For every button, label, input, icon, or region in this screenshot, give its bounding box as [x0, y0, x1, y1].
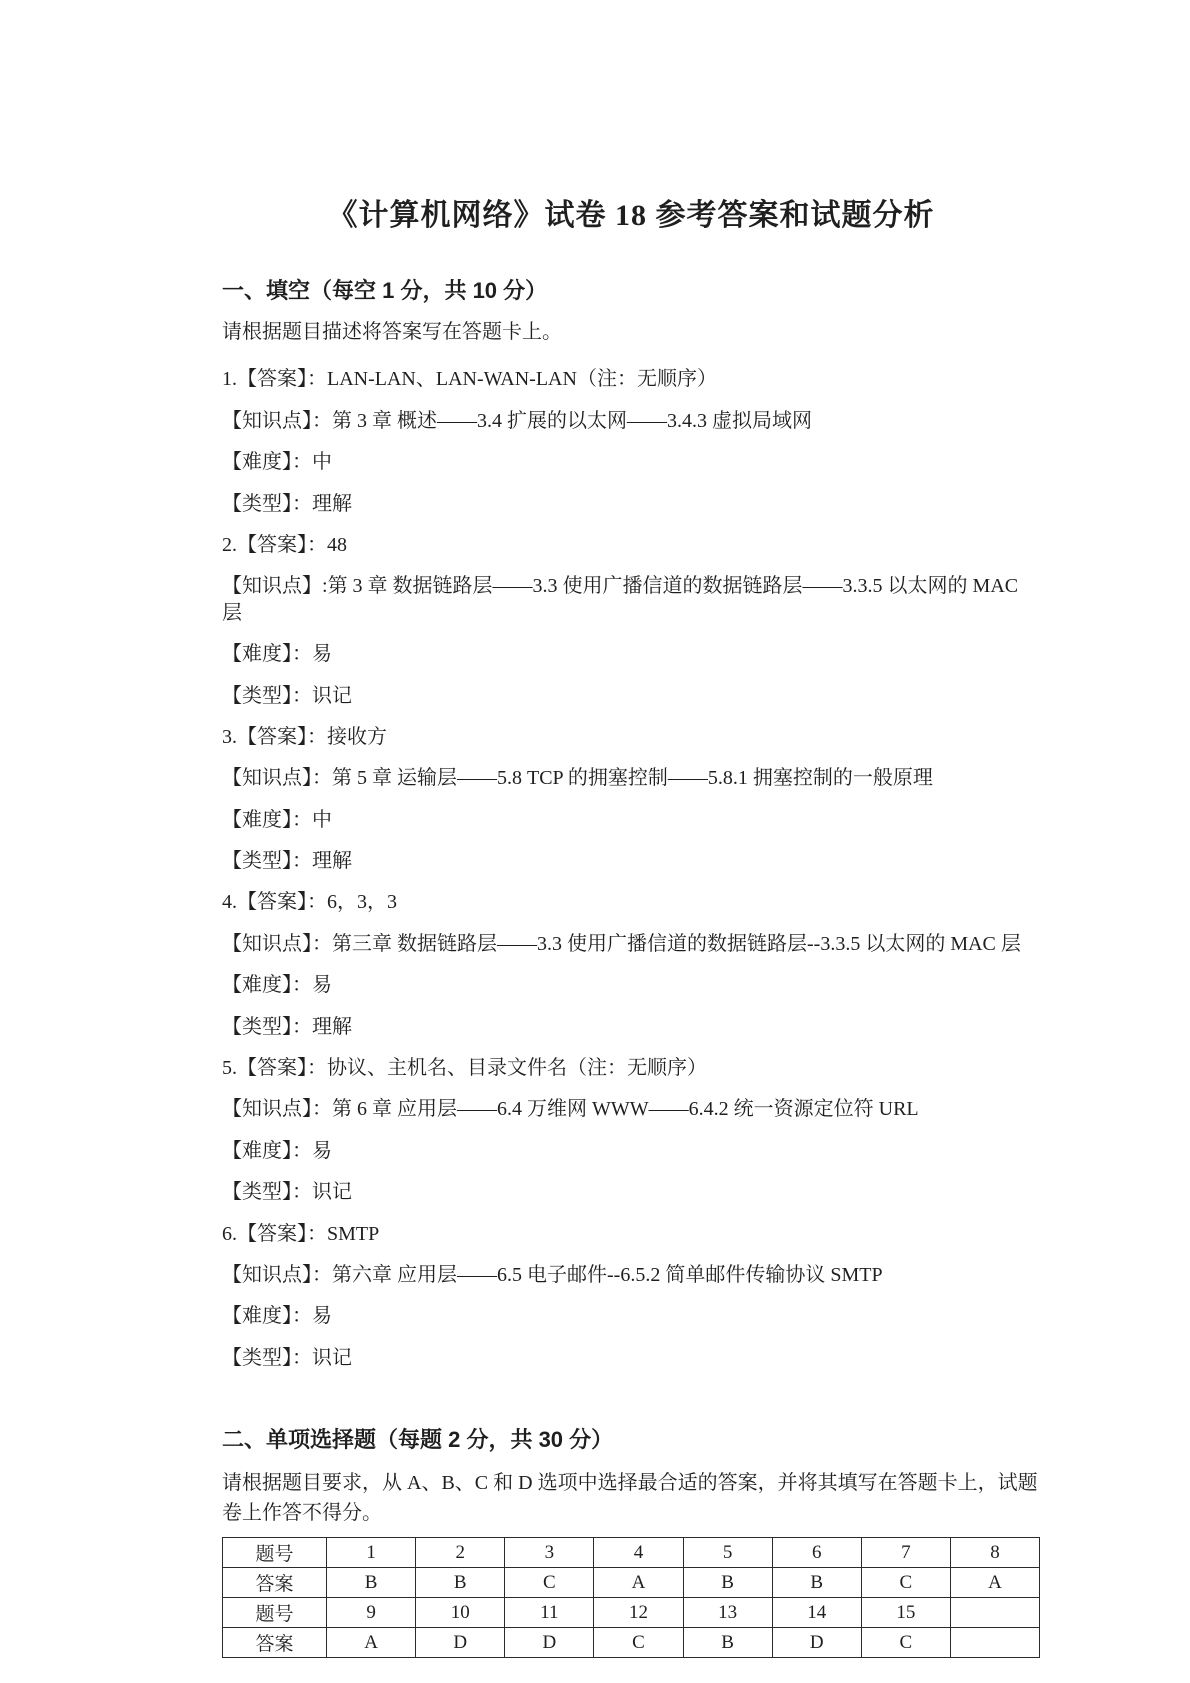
- answer-label: 【答案】：: [237, 891, 327, 914]
- question-number-cell: 6: [772, 1538, 861, 1568]
- knowledge-value: 第六章 应用层——6.5 电子邮件--6.5.2 简单邮件传输协议 SMTP: [332, 1263, 883, 1286]
- answer-cell: A: [950, 1568, 1039, 1598]
- question-number-cell: 5: [683, 1538, 772, 1568]
- question-number-cell: 3: [505, 1538, 594, 1568]
- question-number-cell: [950, 1598, 1039, 1628]
- difficulty-line: [222, 1138, 1040, 1164]
- row-header: 题号: [223, 1598, 327, 1628]
- knowledge-value: 第 5 章 运输层——5.8 TCP 的拥塞控制——5.8.1 拥塞控制的一般原理: [332, 767, 933, 790]
- answer-cell: D: [416, 1628, 505, 1658]
- answer-key-table: [222, 1537, 1040, 1658]
- knowledge-value: 第 3 章 概述——3.4 扩展的以太网——3.4.3 虚拟局域网: [332, 409, 812, 432]
- difficulty-line: [222, 449, 1040, 475]
- answer-line: [222, 1055, 1040, 1081]
- difficulty-label: 【难度】：: [222, 974, 312, 997]
- answer-cell: [950, 1628, 1039, 1658]
- answer-label: 【答案】：: [237, 1057, 327, 1080]
- fill-blank-item-4: [222, 889, 1040, 1040]
- type-line: [222, 491, 1040, 517]
- difficulty-label: 【难度】：: [222, 808, 312, 831]
- knowledge-line: [222, 408, 1040, 434]
- knowledge-line: [222, 931, 1040, 957]
- answer-cell: D: [505, 1628, 594, 1658]
- difficulty-line: [222, 641, 1040, 667]
- type-label: 【类型】：: [222, 850, 312, 873]
- answer-line: [222, 724, 1040, 750]
- knowledge-line: [222, 1262, 1040, 1288]
- answer-value: 48: [327, 533, 347, 556]
- question-number-cell: 9: [327, 1598, 416, 1628]
- type-label: 【类型】：: [222, 492, 312, 515]
- table-row-answers-2: [223, 1628, 1040, 1658]
- question-number-cell: 14: [772, 1598, 861, 1628]
- question-number-cell: 4: [594, 1538, 683, 1568]
- answer-label: 【答案】：: [237, 368, 327, 391]
- question-number-cell: 11: [505, 1598, 594, 1628]
- type-label: 【类型】：: [222, 1181, 312, 1204]
- difficulty-label: 【难度】：: [222, 1139, 312, 1162]
- knowledge-label: 【知识点】：: [222, 1098, 332, 1121]
- fill-blank-item-2: [222, 532, 1040, 709]
- difficulty-label: 【难度】：: [222, 451, 312, 474]
- knowledge-line: [222, 573, 1040, 626]
- answer-cell: B: [416, 1568, 505, 1598]
- row-header: 题号: [223, 1538, 327, 1568]
- difficulty-value: 易: [312, 974, 332, 997]
- item-number: 2.: [222, 533, 237, 556]
- answer-value: 协议、主机名、目录文件名（注：无顺序）: [327, 1057, 707, 1080]
- table-row-answers-1: [223, 1568, 1040, 1598]
- type-value: 理解: [312, 850, 352, 873]
- difficulty-line: [222, 1303, 1040, 1329]
- section2-instruction: 请根据题目要求，从 A、B、C 和 D 选项中选择最合适的答案，并将其填写在答题卡上，试题卷上作答不得分。: [222, 1472, 1038, 1525]
- answer-line: [222, 366, 1040, 392]
- answer-cell: D: [772, 1628, 861, 1658]
- answer-cell: A: [594, 1568, 683, 1598]
- answer-cell: A: [327, 1628, 416, 1658]
- item-number: 6.: [222, 1222, 237, 1245]
- fill-blank-item-1: [222, 366, 1040, 517]
- answer-cell: C: [594, 1628, 683, 1658]
- knowledge-label: 【知识点】:: [222, 575, 328, 598]
- page-title: 《计算机网络》试卷 18 参考答案和试题分析: [327, 199, 935, 232]
- item-number: 5.: [222, 1057, 237, 1080]
- difficulty-label: 【难度】：: [222, 643, 312, 666]
- knowledge-label: 【知识点】：: [222, 409, 332, 432]
- answer-cell: C: [861, 1628, 950, 1658]
- knowledge-value: 第 3 章 数据链路层——3.3 使用广播信道的数据链路层——3.3.5 以太网的 MAC 层: [222, 575, 1019, 624]
- knowledge-value: 第三章 数据链路层——3.3 使用广播信道的数据链路层--3.3.5 以太网的 MAC 层: [332, 932, 1021, 955]
- section1-instruction: 请根据题目描述将答案写在答题卡上。: [222, 321, 562, 343]
- row-header: 答案: [223, 1628, 327, 1658]
- type-line: [222, 1345, 1040, 1371]
- answer-cell: B: [327, 1568, 416, 1598]
- question-number-cell: 8: [950, 1538, 1039, 1568]
- knowledge-label: 【知识点】：: [222, 1263, 332, 1286]
- question-number-cell: 15: [861, 1598, 950, 1628]
- type-line: [222, 683, 1040, 709]
- section2-heading: 二、单项选择题（每题 2 分，共 30 分）: [222, 1427, 614, 1453]
- knowledge-value: 第 6 章 应用层——6.4 万维网 WWW——6.4.2 统一资源定位符 URL: [332, 1098, 919, 1121]
- type-value: 识记: [312, 1181, 352, 1204]
- fill-blank-item-3: [222, 724, 1040, 875]
- type-label: 【类型】：: [222, 1015, 312, 1038]
- knowledge-label: 【知识点】：: [222, 932, 332, 955]
- fill-blank-item-5: [222, 1055, 1040, 1206]
- question-number-cell: 2: [416, 1538, 505, 1568]
- question-number-cell: 12: [594, 1598, 683, 1628]
- answer-cell: B: [772, 1568, 861, 1598]
- type-value: 识记: [312, 684, 352, 707]
- difficulty-value: 中: [312, 808, 332, 831]
- answer-cell: C: [505, 1568, 594, 1598]
- fill-blank-item-6: [222, 1221, 1040, 1372]
- type-line: [222, 848, 1040, 874]
- item-number: 1.: [222, 368, 237, 391]
- table-row-question-numbers-2: [223, 1598, 1040, 1628]
- knowledge-line: [222, 1096, 1040, 1122]
- question-number-cell: 13: [683, 1598, 772, 1628]
- difficulty-value: 易: [312, 643, 332, 666]
- difficulty-value: 易: [312, 1139, 332, 1162]
- question-number-cell: 7: [861, 1538, 950, 1568]
- question-number-cell: 1: [327, 1538, 416, 1568]
- item-number: 3.: [222, 725, 237, 748]
- answer-line: [222, 532, 1040, 558]
- knowledge-label: 【知识点】：: [222, 767, 332, 790]
- table-row-question-numbers-1: [223, 1538, 1040, 1568]
- type-value: 理解: [312, 1015, 352, 1038]
- type-line: [222, 1014, 1040, 1040]
- answer-cell: C: [861, 1568, 950, 1598]
- difficulty-line: [222, 807, 1040, 833]
- answer-line: [222, 1221, 1040, 1247]
- type-label: 【类型】：: [222, 1346, 312, 1369]
- answer-value: 6，3，3: [327, 891, 397, 914]
- knowledge-line: [222, 765, 1040, 791]
- answer-label: 【答案】：: [237, 533, 327, 556]
- difficulty-label: 【难度】：: [222, 1305, 312, 1328]
- row-header: 答案: [223, 1568, 327, 1598]
- question-number-cell: 10: [416, 1598, 505, 1628]
- difficulty-value: 易: [312, 1305, 332, 1328]
- answer-label: 【答案】：: [237, 1222, 327, 1245]
- answer-value: SMTP: [327, 1222, 380, 1245]
- type-value: 识记: [312, 1346, 352, 1369]
- type-label: 【类型】：: [222, 684, 312, 707]
- answer-cell: B: [683, 1568, 772, 1598]
- answer-line: [222, 889, 1040, 915]
- section1-heading: 一、填空（每空 1 分，共 10 分）: [222, 278, 548, 303]
- answer-value: 接收方: [327, 725, 387, 748]
- difficulty-value: 中: [312, 451, 332, 474]
- item-number: 4.: [222, 891, 237, 914]
- answer-value: LAN-LAN、LAN-WAN-LAN（注：无顺序）: [327, 368, 717, 391]
- type-line: [222, 1179, 1040, 1205]
- difficulty-line: [222, 972, 1040, 998]
- type-value: 理解: [312, 492, 352, 515]
- answer-cell: B: [683, 1628, 772, 1658]
- answer-label: 【答案】：: [237, 725, 327, 748]
